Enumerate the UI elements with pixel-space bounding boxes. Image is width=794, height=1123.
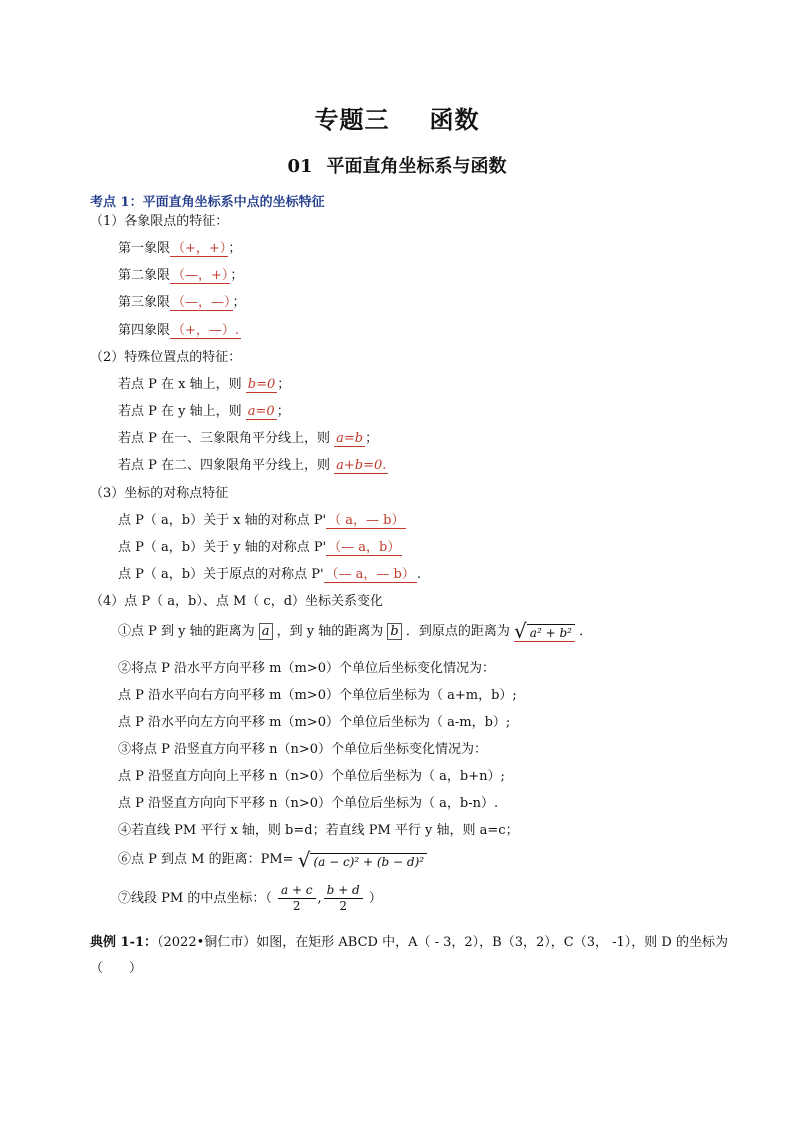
answer-blank: （—，—） [172,295,231,310]
s2-line-1: 若点 P 在 x 轴上，则 b=0 ； [118,377,291,392]
answer-blank: （ a，— b） [328,513,405,528]
abs-b-box: b [387,623,401,640]
s4-line-2: ②将点 P 沿水平方向平移 m（m>0）个单位后坐标变化情况为： [118,661,495,676]
answer-blank: （— a，— b） [325,567,415,582]
example-text: （2022•铜仁市）如图，在矩形 ABCD 中，A（ - 3，2），B（3，2），C（3， -1），则 D 的坐标为（ ） [90,935,728,976]
fraction-y: $\frac{b + d}{2}$ [324,883,363,914]
s4-line-9: ⑥点 P 到点 M 的距离：PM= √ (a − c)² + (b − d)² [118,848,427,870]
answer-blank: a=b [336,431,364,446]
s2-line-4: 若点 P 在二、四象限角平分线上，则 a+b=0. [118,458,387,473]
s3-heading: （3）坐标的对称点特征 [90,486,229,501]
quadrant-4: 第四象限 （+，—）. [118,323,240,338]
chapter-title: 专题三 函数 [314,105,480,134]
abs-a-box: a [259,623,273,640]
quadrant-1: 第一象限 （+，+） ； [118,241,242,256]
kaodian-heading: 考点 1：平面直角坐标系中点的坐标特征 [90,195,325,210]
quadrant-3: 第三象限 （—，—） ； [118,295,246,310]
example-problem [90,930,730,982]
answer-blank: b=0 [247,377,276,392]
s4-line-8: ④若直线 PM 平行 x 轴，则 b=d；若直线 PM 平行 y 轴，则 a=c； [118,823,519,838]
s3-line-1: 点 P（ a，b）关于 x 轴的对称点 P' （ a，— b） [118,513,405,528]
s4-heading: （4）点 P（ a，b）、点 M（ c，d）坐标关系变化 [90,594,384,609]
s4-distance-line: ①点 P 到 y 轴的距离为 a ，到 y 轴的距离为 b ．到原点的距离为 √ a² + b² ． [118,619,593,643]
s1-heading: （1）各象限点的特征： [90,214,229,229]
answer-blank: （— a，b） [328,540,401,555]
s4-line-3: 点 P 沿水平向右方向平移 m（m>0）个单位后坐标为（ a+m，b）; [118,688,517,703]
answer-blank: （—，+） [172,268,229,283]
s2-line-2: 若点 P 在 y 轴上，则 a=0 ； [118,404,290,419]
quadrant-2: 第二象限 （—，+） ； [118,268,244,283]
distance-formula: √ (a − c)² + (b − d)² [298,850,427,870]
answer-blank: a+b=0. [336,458,387,473]
s4-line-5: ③将点 P 沿竖直方向平移 n（n>0）个单位后坐标变化情况为： [118,742,488,757]
s4-line-6: 点 P 沿竖直方向向上平移 n（n>0）个单位后坐标为（ a，b+n）; [118,769,505,784]
s4-line-7: 点 P 沿竖直方向向下平移 n（n>0）个单位后坐标为（ a，b-n）. [118,796,499,811]
s3-line-2: 点 P（ a，b）关于 y 轴的对称点 P' （— a，b） [118,540,401,555]
section-title: 01 平面直角坐标系与函数 [287,156,507,177]
radical-sign-icon: √ [514,619,527,643]
answer-blank: a=0 [247,404,275,419]
answer-blank: （+，—）. [172,323,240,338]
s3-line-3: 点 P（ a，b）关于原点的对称点 P' （— a，— b） . [118,567,422,582]
s2-heading: （2）特殊位置点的特征： [90,350,242,365]
s2-line-3: 若点 P 在一、三象限角平分线上，则 a=b ； [118,431,379,446]
answer-blank: （+，+） [172,241,227,256]
s4-line-4: 点 P 沿水平向左方向平移 m（m>0）个单位后坐标为（ a-m，b）; [118,715,511,730]
s4-line-10: ⑦线段 PM 的中点坐标：（ $\frac{a + c}{2}$ , $\frac{b + d}{2}$ ） [118,883,382,913]
fraction-x: $\frac{a + c}{2}$ [278,883,316,914]
example-label: 典例 1-1： [90,935,158,950]
radical-sign-icon: √ [297,847,311,872]
sqrt-expression: √ a² + b² [514,621,575,642]
